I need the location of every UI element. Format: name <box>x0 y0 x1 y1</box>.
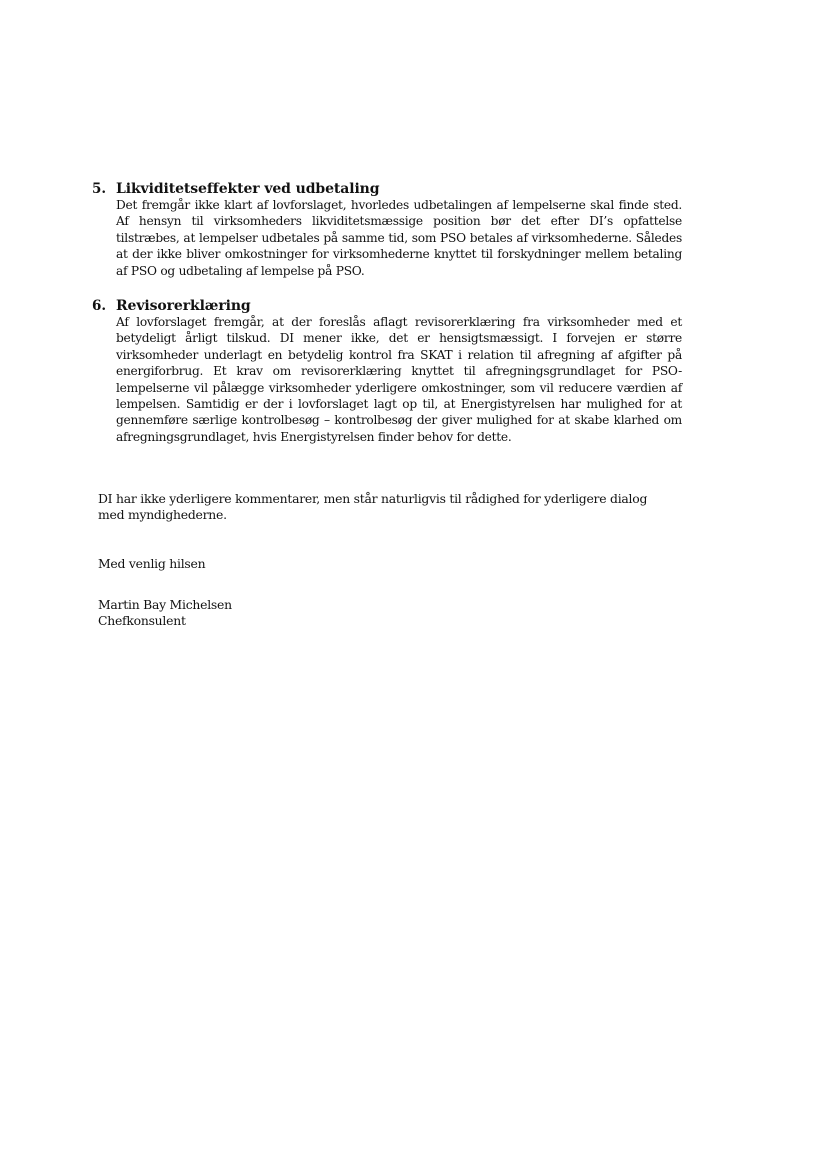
section-heading <box>92 181 682 197</box>
section-number: 6. <box>92 298 107 314</box>
closing-paragraph: DI har ikke yderligere kommentarer, men står naturligvis til rådighed for yderligere dialog med myndighederne. <box>98 491 648 523</box>
signer-title: Chefkonsulent <box>98 613 186 628</box>
section-liquidity-effects <box>92 181 682 279</box>
section-heading <box>92 298 682 314</box>
section-number: 5. <box>92 181 107 197</box>
salutation: Med venlig hilsen <box>98 556 206 571</box>
section-body: Det fremgår ikke klart af lovforslaget, hvorledes udbetalingen af lempelserne skal finde sted. Af hensyn til virksomheders likviditetsmæssige position bør det efter DI’s opfattelse tilstræbes, at lempelser udbetales på samme tid, som PSO betales af virksomhederne. Således at der ikke bliver omkostninger for virksomhederne knyttet til forskydninger mellem betaling af PSO og udbetaling af lempelse på PSO. <box>116 198 682 278</box>
section-title: Likviditetseffekter ved udbetaling <box>116 181 380 197</box>
section-title: Revisorerklæring <box>116 298 251 314</box>
section-body: Af lovforslaget fremgår, at der foreslås aflagt revisorerklæring fra virksomheder med et betydeligt årligt tilskud. DI mener ikke, det er hensigtsmæssigt. I forvejen er større virksomheder underlagt en betydelig kontrol fra SKAT i relation til afregning af afgifter på energiforbrug. Et krav om revisorerklæring knyttet til afregningsgrundlaget for PSO-lempelserne vil pålægge virksomheder yderligere omkostninger, som vil reducere værdien af lempelsen. Samtidig er der i lovforslaget lagt op til, at Energistyrelsen har mulighed for at gennemføre særlige kontrolbesøg – kontrolbesøg der giver mulighed for at skabe klarhed om afregningsgrundlaget, hvis Energistyrelsen finder behov for dette. <box>116 315 682 444</box>
section-auditor-statement <box>92 298 682 445</box>
signer-name: Martin Bay Michelsen <box>98 597 232 612</box>
